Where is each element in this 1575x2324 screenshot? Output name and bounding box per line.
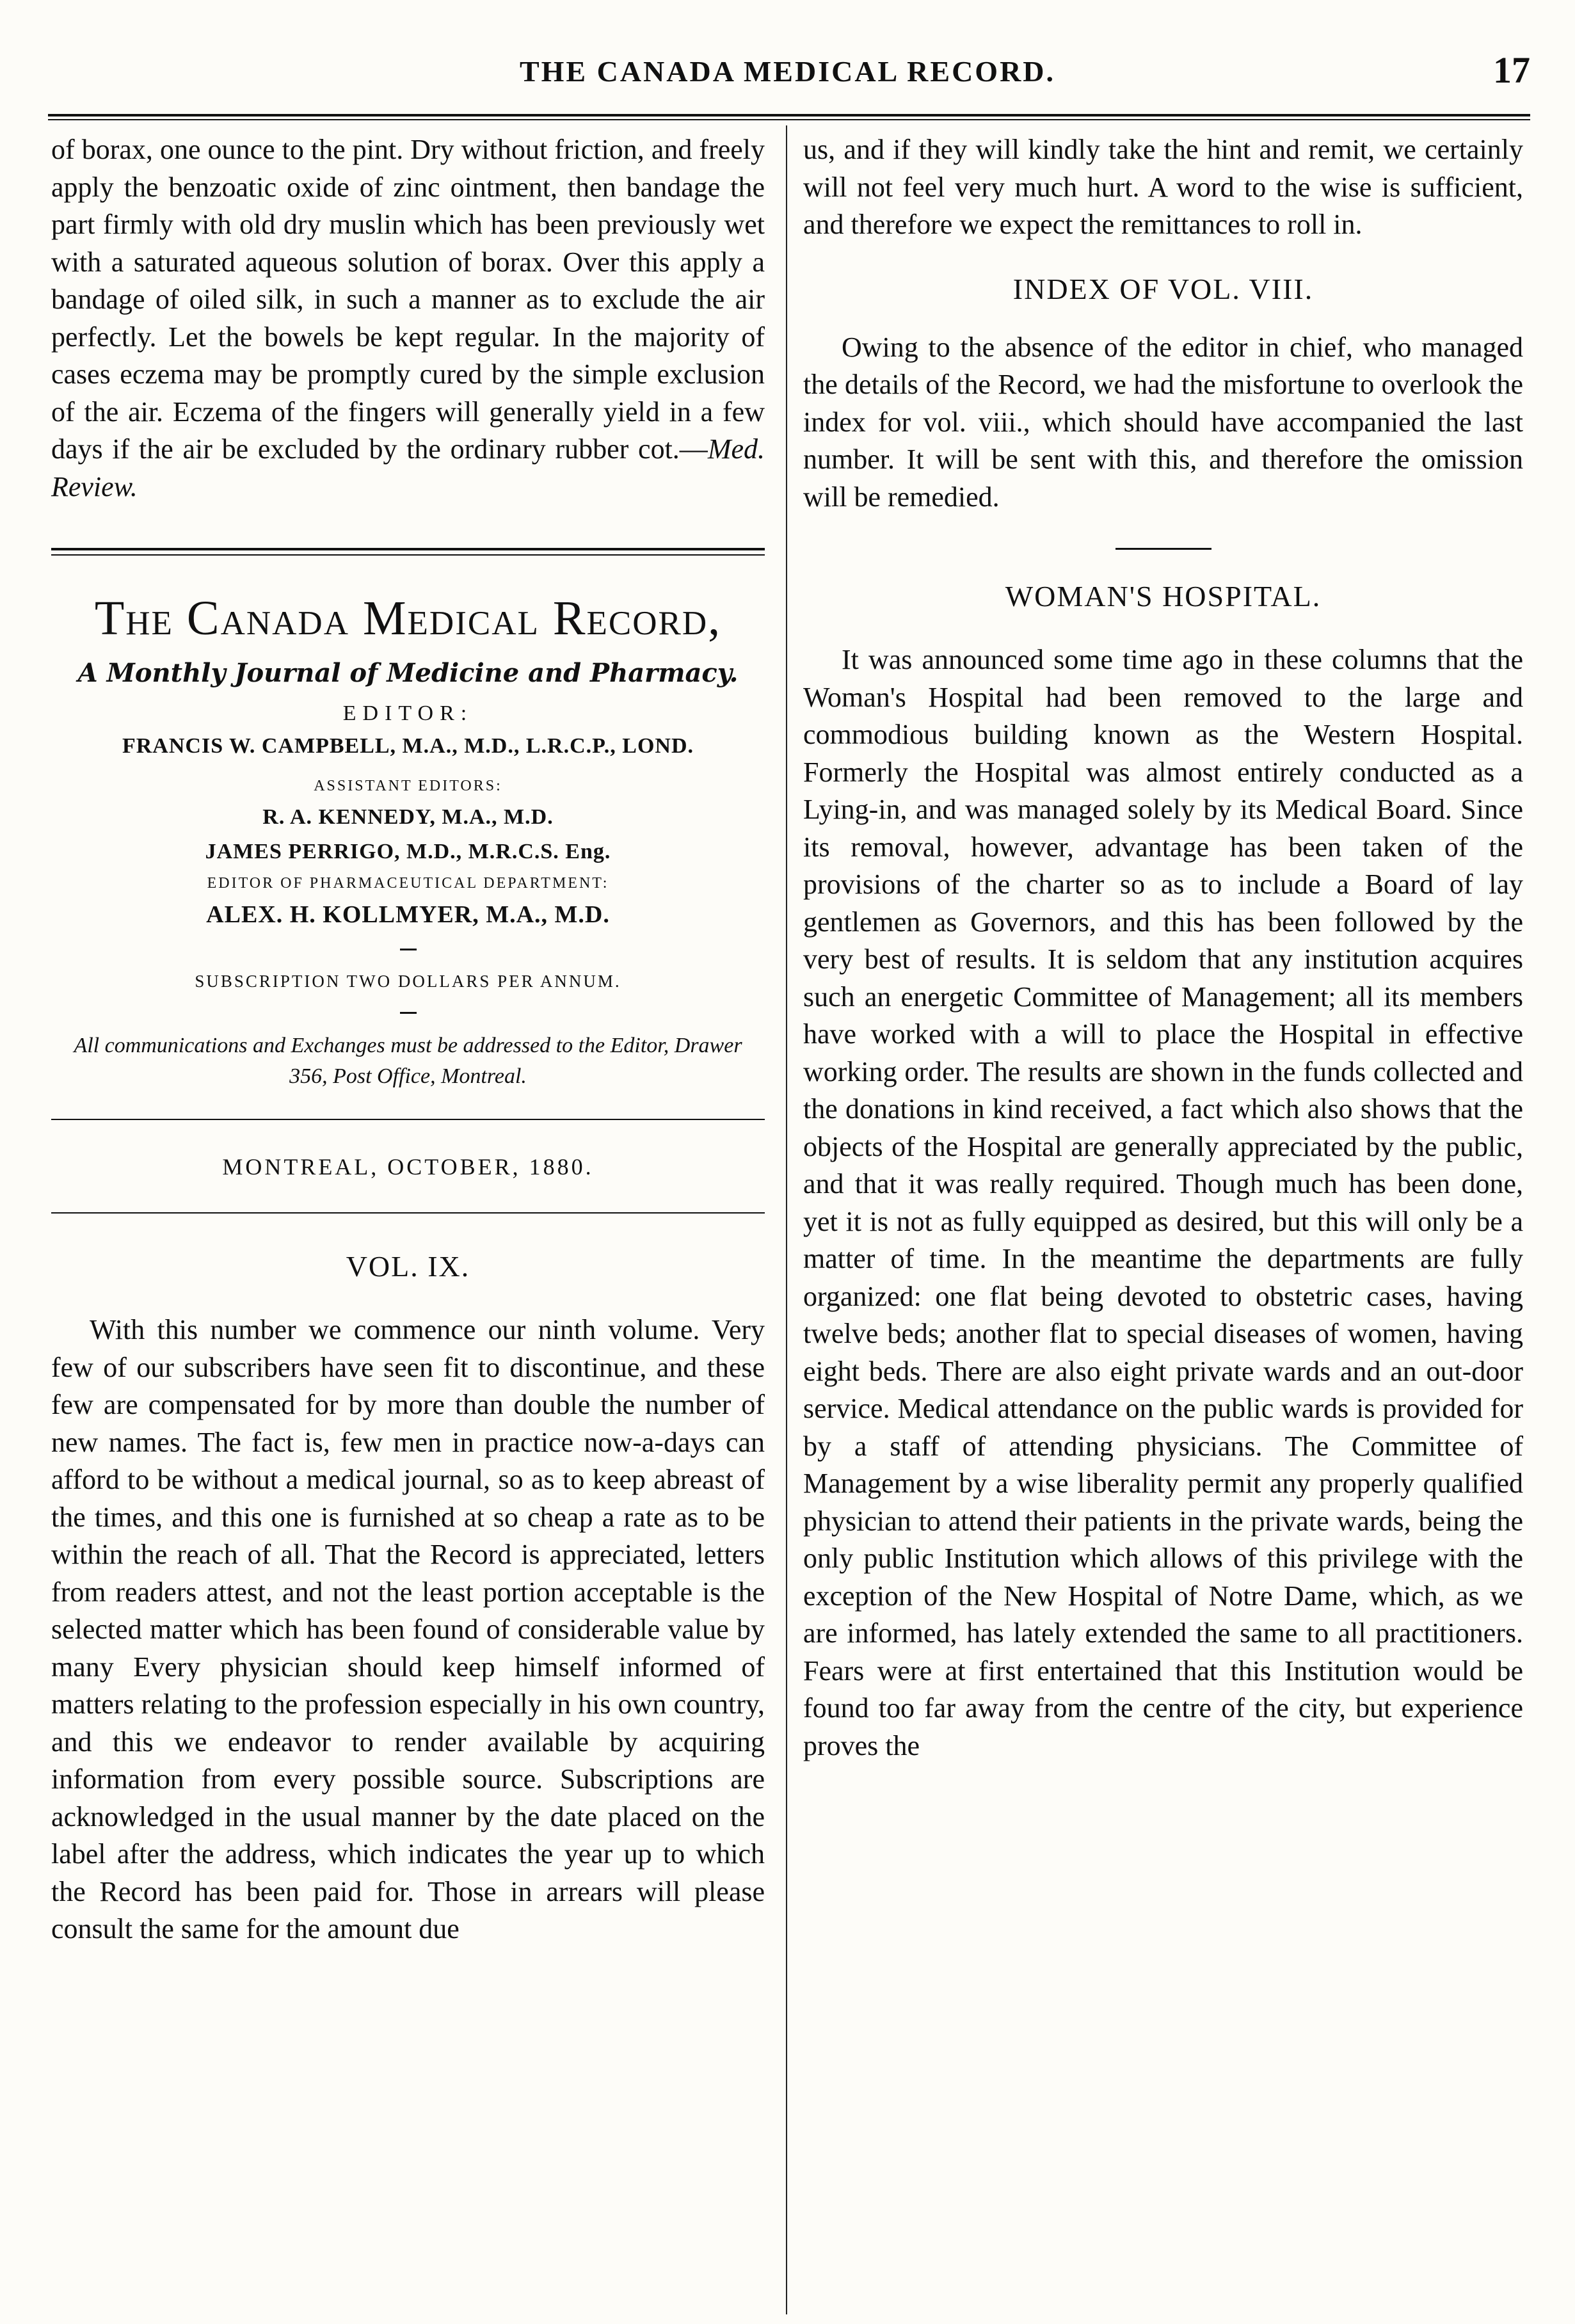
subscription-notice: SUBSCRIPTION TWO DOLLARS PER ANNUM. — [195, 972, 621, 991]
section-rule — [1115, 548, 1211, 550]
pharmaceutical-editor: ALEX. H. KOLLMYER, M.A., M.D. — [206, 901, 610, 928]
journal-subtitle: A Monthly Journal of Medicine and Pharmacy. — [77, 658, 739, 688]
hospital-heading: WOMAN'S HOSPITAL. — [1005, 580, 1322, 613]
header-rule — [48, 114, 1530, 116]
dateline-rule-top — [51, 1119, 765, 1120]
vol-heading: VOL. IX. — [346, 1250, 470, 1283]
dateline: MONTREAL, OCTOBER, 1880. — [222, 1154, 594, 1180]
right-column — [803, 131, 1523, 1765]
journal-title: The Canada Medical Record, — [94, 591, 722, 645]
communications-notice: All communications and Exchanges must be addressed to the Editor, Drawer 356, Post Office, Montreal. — [74, 1034, 742, 1088]
vol-paragraph: With this number we commence our ninth volume. Very few of our subscribers have seen fit to discontinue, and these few are compensated for by more than double the number of new names. The fact is, few men in practice now-a-days can afford to be without a medical journal, so as to keep abreast of the times, and this one is furnished at so cheap a rate as to be within the reach of all. That the Record is appreciated, letters from readers attest, and not the least portion acceptable is the selected matter which has been found of considerable value by many Every physician should keep himself informed of matters relating to the profession especially in his own country, and this we endeavor to render available by acquiring information from every possible source. Subscriptions are acknowledged in the usual manner by the date placed on the label after the address, which indicates the year up to which the Record has been paid for. Those in arrears will please consult the same for the amount due — [51, 1314, 765, 1944]
left-column — [51, 131, 765, 1948]
masthead-dash — [400, 949, 417, 950]
pharmaceutical-editor-label: EDITOR OF PHARMACEUTICAL DEPARTMENT: — [207, 875, 609, 892]
hospital-paragraph: It was announced some time ago in these columns that the Woman's Hospital had been removed to the large and commodious building known as the Western Hospital. Formerly the Hospital was almost entirely conducted as a Lying-in, and was managed solely by its Medical Board. Since its removal, however, advantage has been taken of the provisions of the charter so as to include a Board of lay gentlemen as Governors, and this has been followed by the very best of results. It is seldom that any institution acquires such an energetic Committee of Management; all its members have worked with a will to place the Hospital in effective working order. The results are shown in the funds collected and the donations in kind received, a fact which also shows that the objects of the Hospital are generally appreciated by the public, and that it was really required. Though much has been done, yet it is not as fully equipped as desired, but this will only be a matter of time. In the meantime the departments are fully organized: one flat being devoted to obstetric cases, having twelve beds; another flat to special diseases of women, having eight beds. There are also eight private wards and an out-door service. Medical attendance on the public wards is provided for by a staff of attending physicians. The Committee of Management by a wise liberality permit any properly qualified physician to attend their patients in the private wards, being the only public Institution which allows of this privilege with the exception of the New Hospital of Notre Dame, which, as we are informed, has lately extended the same to all practitioners. Fears were at first entertained that this Institution would be found too far away from the centre of the city, but experience proves the — [803, 644, 1523, 1761]
editor-name: FRANCIS W. CAMPBELL, M.A., M.D., L.R.C.P., LOND. — [122, 734, 694, 758]
page-number: 17 — [1493, 49, 1530, 91]
assistant-editors-label: ASSISTANT EDITORS: — [314, 778, 502, 794]
eczema-source: Med. Review. — [51, 433, 765, 502]
running-title: THE CANADA MEDICAL RECORD. — [519, 55, 1056, 88]
masthead — [51, 588, 765, 1092]
masthead-dash-2 — [400, 1012, 417, 1014]
dateline-rule-bottom — [51, 1212, 765, 1214]
running-header — [0, 0, 1575, 122]
masthead-rule — [51, 548, 765, 556]
index-paragraph: Owing to the absence of the editor in chief, who managed the details of the Record, we had the misfortune to overlook the index for vol. viii., which should have accompanied the last number. It will be sent with this, and therefore the omission will be remedied. — [803, 331, 1523, 513]
header-rule-thin — [48, 119, 1530, 120]
assistant-editor-2: JAMES PERRIGO, M.D., M.R.C.S. Eng. — [205, 840, 611, 863]
eczema-text: of borax, one ounce to the pint. Dry without friction, and freely apply the benzoatic oxide of zinc ointment, then bandage the part firmly with old dry muslin which has been previously wet with a saturated aqueous solution of borax. Over this apply a bandage of oiled silk, in such a manner as to exclude the air perfectly. Let the bowels be kept regular. In the majority of cases eczema may be promptly cured by the simple exclusion of the air. Eczema of the fingers will generally yield in a few days if the air be excluded by the ordinary rubber cot.— — [51, 134, 765, 465]
assistant-editor-1: R. A. KENNEDY, M.A., M.D. — [262, 805, 554, 829]
index-heading: INDEX OF VOL. VIII. — [1012, 272, 1314, 305]
continued-paragraph: us, and if they will kindly take the hint and remit, we certainly will not feel very much hurt. A word to the wise is sufficient, and therefore we expect the remittances to roll in. — [803, 134, 1523, 240]
editor-label: EDITOR: — [342, 701, 474, 725]
eczema-paragraph — [51, 131, 765, 506]
column-divider — [786, 125, 787, 2314]
